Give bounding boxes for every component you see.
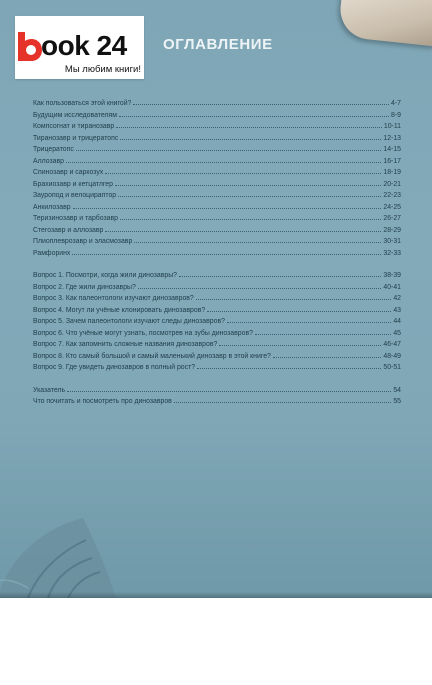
toc-leader-dots xyxy=(120,133,381,140)
toc-group-questions xyxy=(33,270,401,374)
toc-entry-page: 18-19 xyxy=(383,169,401,176)
toc-entry xyxy=(33,328,401,340)
toc-leader-dots xyxy=(219,339,381,346)
toc-entry-page: 32-33 xyxy=(383,249,401,257)
toc-entry-page: 42 xyxy=(393,295,401,302)
toc-entry xyxy=(33,362,401,374)
toc-entry-title: Вопрос 4. Могут ли учёные клонировать динозавров? xyxy=(33,306,206,314)
toc-entry-page: 45 xyxy=(393,329,401,337)
table-of-contents xyxy=(33,98,401,408)
toc-leader-dots xyxy=(174,396,391,403)
toc-leader-dots xyxy=(116,121,382,128)
book24-logo-tagline: Мы любим книги! xyxy=(64,64,141,75)
toc-entry xyxy=(33,316,401,328)
toc-entry-page: 14-15 xyxy=(383,146,401,153)
fossil-decoration xyxy=(0,488,128,598)
toc-entry xyxy=(33,351,401,363)
book24-b-mark xyxy=(17,31,43,61)
toc-leader-dots xyxy=(118,190,381,197)
toc-leader-dots xyxy=(255,328,391,335)
toc-group-appendix xyxy=(33,385,401,408)
toc-entry-page: 8-9 xyxy=(391,111,401,119)
toc-leader-dots xyxy=(72,248,381,255)
toc-entry-page: 43 xyxy=(393,306,401,314)
toc-entry-page: 16-17 xyxy=(383,157,401,165)
toc-entry xyxy=(33,339,401,351)
toc-entry-page: 55 xyxy=(393,398,401,405)
toc-entry-title: Как пользоваться этой книгой? xyxy=(33,100,132,107)
toc-entry-page: 20-21 xyxy=(383,180,401,188)
toc-entry-title: Будущим исследователям xyxy=(33,111,117,119)
toc-leader-dots xyxy=(138,282,382,289)
toc-entry xyxy=(33,293,401,305)
toc-entry-page: 10-11 xyxy=(383,123,401,130)
toc-entry-page: 12-13 xyxy=(383,134,401,142)
toc-entry xyxy=(33,236,401,248)
toc-entry-title: Стегозавр и аллозавр xyxy=(33,226,104,234)
toc-leader-dots xyxy=(179,270,381,277)
toc-entry-page: 38-39 xyxy=(383,272,401,279)
toc-leader-dots xyxy=(105,167,381,174)
toc-entry-page: 26-27 xyxy=(383,215,401,222)
toc-entry-page: 44 xyxy=(393,318,401,325)
toc-leader-dots xyxy=(207,305,391,312)
toc-entry-title: Вопрос 7. Как запомнить сложные названия динозавров? xyxy=(33,341,218,348)
toc-leader-dots xyxy=(66,156,381,163)
toc-entry xyxy=(33,213,401,225)
toc-leader-dots xyxy=(133,98,389,105)
toc-entry-page: 40-41 xyxy=(383,283,401,291)
toc-entry-title: Спинозавр и саркозух xyxy=(33,169,104,176)
book24-logo-text: ook 24 xyxy=(41,30,127,61)
toc-entry-page: 24-25 xyxy=(383,203,401,211)
toc-entry-page: 50-51 xyxy=(383,364,401,371)
toc-entry-page: 30-31 xyxy=(383,238,401,245)
toc-entry-page: 4-7 xyxy=(391,100,401,107)
toc-entry-page: 22-23 xyxy=(383,192,401,199)
rock-decoration xyxy=(338,0,432,48)
book24-logo[interactable] xyxy=(15,16,144,79)
toc-entry-title: Трицератопс xyxy=(33,146,74,153)
toc-leader-dots xyxy=(73,202,382,209)
toc-entry xyxy=(33,156,401,168)
toc-entry-title: Вопрос 3. Как палеонтологи изучают динозавров? xyxy=(33,295,194,302)
toc-entry-page: 28-29 xyxy=(383,226,401,234)
toc-entry-title: Вопрос 6. Что учёные могут узнать, посмотрев на зубы динозавров? xyxy=(33,329,253,337)
toc-entry-title: Вопрос 5. Зачем палеонтологи изучают следы динозавров? xyxy=(33,318,225,325)
toc-entry-title: Вопрос 9. Где увидеть динозавров в полный рост? xyxy=(33,364,196,371)
toc-entry xyxy=(33,167,401,179)
toc-entry xyxy=(33,179,401,191)
toc-entry xyxy=(33,396,401,408)
toc-entry xyxy=(33,202,401,214)
toc-entry-title: Рамфоринх xyxy=(33,249,71,257)
toc-entry xyxy=(33,305,401,317)
toc-leader-dots xyxy=(67,385,391,392)
toc-entry xyxy=(33,190,401,202)
toc-entry-page: 48-49 xyxy=(383,352,401,360)
toc-entry xyxy=(33,133,401,145)
toc-entry-title: Теризинозавр и тарбозавр xyxy=(33,215,118,222)
toc-leader-dots xyxy=(119,110,389,117)
toc-entry xyxy=(33,144,401,156)
toc-entry-title: Вопрос 2. Где жили динозавры? xyxy=(33,283,136,291)
toc-leader-dots xyxy=(227,316,391,323)
toc-entry xyxy=(33,98,401,110)
toc-leader-dots xyxy=(134,236,381,243)
toc-leader-dots xyxy=(273,351,382,358)
toc-entry-title: Плиоплеврозавр и эласмозавр xyxy=(33,238,133,245)
toc-entry-title: Указатель xyxy=(33,386,66,394)
toc-entry xyxy=(33,385,401,397)
toc-entry-title: Аллозавр xyxy=(33,157,64,165)
toc-group-dinosaurs xyxy=(33,98,401,259)
toc-entry xyxy=(33,248,401,260)
toc-entry-title: Тиранозавр и трицератопс xyxy=(33,134,119,142)
toc-leader-dots xyxy=(115,179,381,186)
toc-entry-title: Вопрос 1. Посмотри, когда жили динозавры? xyxy=(33,272,177,279)
toc-leader-dots xyxy=(76,144,382,151)
toc-entry-page: 54 xyxy=(393,386,401,394)
book24-logo-wordmark xyxy=(41,30,127,62)
toc-leader-dots xyxy=(197,362,381,369)
toc-entry-title: Брахиозавр и кетцатлгер xyxy=(33,180,113,188)
toc-entry-title: Вопрос 8. Кто самый большой и самый маленький динозавр в этой книге? xyxy=(33,352,271,360)
toc-heading: ОГЛАВЛЕНИЕ xyxy=(163,36,273,53)
toc-entry-title: Анкилозавр xyxy=(33,203,71,211)
toc-entry-page: 46-47 xyxy=(383,341,401,348)
toc-entry xyxy=(33,225,401,237)
toc-entry-title: Компсогнат и тиранозавр xyxy=(33,123,115,130)
toc-entry xyxy=(33,282,401,294)
toc-entry xyxy=(33,270,401,282)
toc-leader-dots xyxy=(196,293,392,300)
toc-entry xyxy=(33,121,401,133)
toc-entry xyxy=(33,110,401,122)
toc-entry-title: Что почитать и посмотреть про динозавров xyxy=(33,398,172,405)
toc-leader-dots xyxy=(120,213,381,220)
toc-leader-dots xyxy=(105,225,381,232)
toc-entry-title: Зауропод и велоцираптор xyxy=(33,192,117,199)
